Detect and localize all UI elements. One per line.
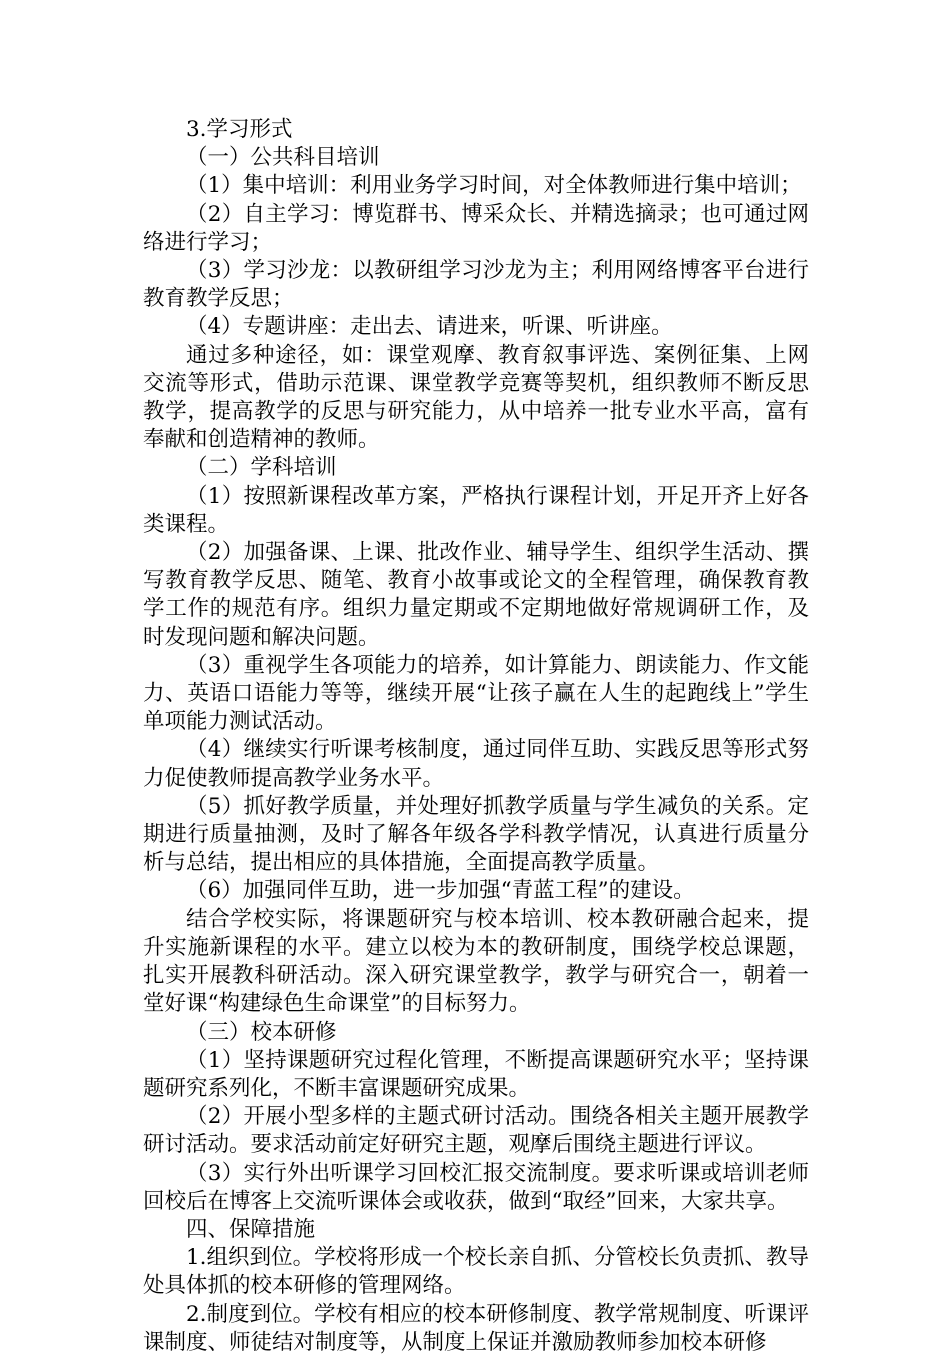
paragraph: （1）按照新课程改革方案，严格执行课程计划，开足开齐上好各类课程。 bbox=[143, 483, 809, 537]
paragraph: （2）自主学习：博览群书、博采众长、并精选摘录；也可通过网络进行学习； bbox=[143, 201, 809, 255]
paragraph: （1）集中培训：利用业务学习时间，对全体教师进行集中培训； bbox=[186, 173, 802, 199]
paragraph: （6）加强同伴互助，进一步加强“青蓝工程”的建设。 bbox=[186, 878, 695, 904]
paragraph: 结合学校实际，将课题研究与校本培训、校本教研融合起来，提升实施新课程的水平。建立以校为本的教研制度，围绕学校总课题，扎实开展教科研活动。深入研究课堂教学，教学与研究合一，朝着一堂好课“构建绿色生命课堂”的目标努力。 bbox=[143, 906, 809, 1017]
paragraph: （3）实行外出听课学习回校汇报交流制度。要求听课或培训老师回校后在博客上交流听课体会或收获，做到“取经”回来，大家共享。 bbox=[143, 1160, 809, 1214]
subheading-school-research: （三）校本研修 bbox=[186, 1019, 337, 1045]
paragraph: 1.组织到位。学校将形成一个校长亲自抓、分管校长负责抓、教导处具体抓的校本研修的管理网络。 bbox=[143, 1245, 809, 1299]
section-heading-learning-forms: 3.学习形式 bbox=[186, 117, 293, 142]
paragraph: （3）重视学生各项能力的培养，如计算能力、朗读能力、作文能力、英语口语能力等等，继续开展“让孩子赢在人生的起跑线上”学生单项能力测试活动。 bbox=[143, 652, 809, 735]
paragraph: （5）抓好教学质量，并处理好抓教学质量与学生减负的关系。定期进行质量抽测，及时了解各年级各学科教学情况，认真进行质量分析与总结，提出相应的具体措施，全面提高教学质量。 bbox=[143, 793, 809, 876]
paragraph: 2.制度到位。学校有相应的校本研修制度、教学常规制度、听课评课制度、师徒结对制度等，从制度上保证并激励教师参加校本研修 bbox=[143, 1301, 809, 1355]
document-page bbox=[143, 116, 809, 1357]
subheading-public-training: （一）公共科目培训 bbox=[186, 145, 380, 171]
paragraph: （1）坚持课题研究过程化管理，不断提高课题研究水平；坚持课题研究系列化，不断丰富课题研究成果。 bbox=[143, 1047, 809, 1101]
paragraph: （3）学习沙龙：以教研组学习沙龙为主；利用网络博客平台进行教育教学反思； bbox=[143, 258, 809, 312]
paragraph: 通过多种途径，如：课堂观摩、教育叙事评选、案例征集、上网交流等形式，借助示范课、课堂教学竞赛等契机，组织教师不断反思教学，提高教学的反思与研究能力，从中培养一批专业水平高，富有奉献和创造精神的教师。 bbox=[143, 342, 809, 453]
paragraph: （4）继续实行听课考核制度，通过同伴互助、实践反思等形式努力促使教师提高教学业务水平。 bbox=[143, 737, 809, 791]
subheading-subject-training: （二）学科培训 bbox=[186, 455, 337, 481]
paragraph: （2）开展小型多样的主题式研讨活动。围绕各相关主题开展教学研讨活动。要求活动前定好研究主题，观摩后围绕主题进行评议。 bbox=[143, 1104, 809, 1158]
paragraph: （4）专题讲座：走出去、请进来，听课、听讲座。 bbox=[186, 314, 673, 340]
paragraph: （2）加强备课、上课、批改作业、辅导学生、组织学生活动、撰写教育教学反思、随笔、教育小故事或论文的全程管理，确保教育教学工作的规范有序。组织力量定期或不定期地做好常规调研工作，及时发现问题和解决问题。 bbox=[143, 540, 809, 650]
section-heading-safeguards: 四、保障措施 bbox=[186, 1216, 316, 1242]
